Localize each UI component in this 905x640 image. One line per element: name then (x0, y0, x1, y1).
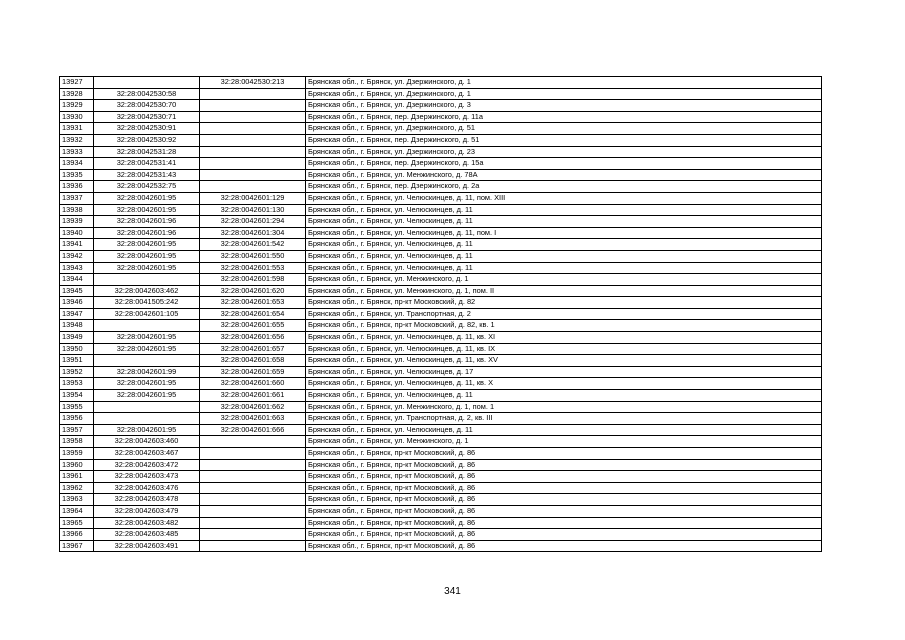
page-number: 341 (444, 586, 461, 597)
row-number-cell: 13948 (60, 320, 94, 332)
land-cadastral-number-cell: 32:28:0042603:472 (94, 459, 200, 471)
land-cadastral-number-cell: 32:28:0042603:482 (94, 517, 200, 529)
table-row (60, 250, 822, 262)
address-cell: Брянская обл., г. Брянск, пр-кт Московский, д. 86 (306, 459, 822, 471)
row-number-cell: 13960 (60, 459, 94, 471)
address-cell: Брянская обл., г. Брянск, пр-кт Московский, д. 86 (306, 505, 822, 517)
row-number-cell: 13953 (60, 378, 94, 390)
table-row (60, 320, 822, 332)
building-cadastral-number-cell: 32:28:0042601:294 (200, 216, 306, 228)
land-cadastral-number-cell (94, 355, 200, 367)
land-cadastral-number-cell (94, 274, 200, 286)
building-cadastral-number-cell: 32:28:0042601:129 (200, 192, 306, 204)
building-cadastral-number-cell (200, 517, 306, 529)
land-cadastral-number-cell (94, 413, 200, 425)
land-cadastral-number-cell: 32:28:0042530:58 (94, 88, 200, 100)
row-number-cell: 13962 (60, 482, 94, 494)
row-number-cell: 13966 (60, 529, 94, 541)
row-number-cell: 13947 (60, 308, 94, 320)
row-number-cell: 13940 (60, 227, 94, 239)
building-cadastral-number-cell (200, 88, 306, 100)
table-row (60, 262, 822, 274)
address-cell: Брянская обл., г. Брянск, пр-кт Московский, д. 86 (306, 494, 822, 506)
row-number-cell: 13954 (60, 390, 94, 402)
address-cell: Брянская обл., г. Брянск, ул. Челюскинцев, д. 11 (306, 239, 822, 251)
building-cadastral-number-cell: 32:28:0042601:666 (200, 424, 306, 436)
land-cadastral-number-cell: 32:28:0042603:478 (94, 494, 200, 506)
building-cadastral-number-cell (200, 181, 306, 193)
table-row (60, 239, 822, 251)
table-row (60, 111, 822, 123)
table-row (60, 285, 822, 297)
row-number-cell: 13932 (60, 134, 94, 146)
table-row (60, 529, 822, 541)
building-cadastral-number-cell: 32:28:0042601:654 (200, 308, 306, 320)
building-cadastral-number-cell (200, 158, 306, 170)
building-cadastral-number-cell (200, 123, 306, 135)
building-cadastral-number-cell: 32:28:0042530:213 (200, 77, 306, 89)
land-cadastral-number-cell: 32:28:0042603:460 (94, 436, 200, 448)
row-number-cell: 13937 (60, 192, 94, 204)
table-row (60, 401, 822, 413)
property-table (59, 76, 822, 552)
row-number-cell: 13943 (60, 262, 94, 274)
address-cell: Брянская обл., г. Брянск, ул. Менжинского, д. 1, пом. 1 (306, 401, 822, 413)
row-number-cell: 13952 (60, 366, 94, 378)
address-cell: Брянская обл., г. Брянск, ул. Челюскинцев, д. 11, кв. X (306, 378, 822, 390)
row-number-cell: 13945 (60, 285, 94, 297)
building-cadastral-number-cell: 32:28:0042601:663 (200, 413, 306, 425)
table-row (60, 436, 822, 448)
building-cadastral-number-cell: 32:28:0042601:661 (200, 390, 306, 402)
row-number-cell: 13963 (60, 494, 94, 506)
address-cell: Брянская обл., г. Брянск, пр-кт Московский, д. 82 (306, 297, 822, 309)
table-row (60, 204, 822, 216)
land-cadastral-number-cell: 32:28:0042531:28 (94, 146, 200, 158)
building-cadastral-number-cell: 32:28:0042601:542 (200, 239, 306, 251)
table-row (60, 448, 822, 460)
row-number-cell: 13935 (60, 169, 94, 181)
address-cell: Брянская обл., г. Брянск, пр-кт Московский, д. 86 (306, 540, 822, 552)
table-row (60, 216, 822, 228)
table-row (60, 355, 822, 367)
land-cadastral-number-cell: 32:28:0042530:70 (94, 100, 200, 112)
land-cadastral-number-cell: 32:28:0042601:95 (94, 204, 200, 216)
land-cadastral-number-cell: 32:28:0042601:95 (94, 262, 200, 274)
table-row (60, 505, 822, 517)
land-cadastral-number-cell: 32:28:0042601:95 (94, 390, 200, 402)
table-row (60, 77, 822, 89)
table-row (60, 146, 822, 158)
land-cadastral-number-cell (94, 320, 200, 332)
row-number-cell: 13941 (60, 239, 94, 251)
address-cell: Брянская обл., г. Брянск, ул. Дзержинского, д. 1 (306, 77, 822, 89)
address-cell: Брянская обл., г. Брянск, ул. Дзержинского, д. 1 (306, 88, 822, 100)
land-cadastral-number-cell: 32:28:0041505:242 (94, 297, 200, 309)
table-row (60, 494, 822, 506)
land-cadastral-number-cell: 32:28:0042530:91 (94, 123, 200, 135)
land-cadastral-number-cell: 32:28:0042601:99 (94, 366, 200, 378)
address-cell: Брянская обл., г. Брянск, ул. Менжинского, д. 1 (306, 436, 822, 448)
land-cadastral-number-cell: 32:28:0042601:95 (94, 239, 200, 251)
table-row (60, 332, 822, 344)
table-row (60, 123, 822, 135)
table-row (60, 88, 822, 100)
land-cadastral-number-cell: 32:28:0042603:462 (94, 285, 200, 297)
land-cadastral-number-cell: 32:28:0042603:479 (94, 505, 200, 517)
address-cell: Брянская обл., г. Брянск, ул. Челюскинцев, д. 11 (306, 262, 822, 274)
address-cell: Брянская обл., г. Брянск, пр-кт Московский, д. 86 (306, 448, 822, 460)
address-cell: Брянская обл., г. Брянск, ул. Транспортная, д. 2 (306, 308, 822, 320)
table-row (60, 413, 822, 425)
land-cadastral-number-cell: 32:28:0042603:491 (94, 540, 200, 552)
address-cell: Брянская обл., г. Брянск, пр-кт Московский, д. 86 (306, 529, 822, 541)
row-number-cell: 13942 (60, 250, 94, 262)
table-row (60, 169, 822, 181)
building-cadastral-number-cell: 32:28:0042601:656 (200, 332, 306, 344)
building-cadastral-number-cell: 32:28:0042601:660 (200, 378, 306, 390)
row-number-cell: 13934 (60, 158, 94, 170)
land-cadastral-number-cell: 32:28:0042530:92 (94, 134, 200, 146)
address-cell: Брянская обл., г. Брянск, ул. Челюскинцев, д. 11 (306, 424, 822, 436)
table-row (60, 424, 822, 436)
building-cadastral-number-cell: 32:28:0042601:130 (200, 204, 306, 216)
address-cell: Брянская обл., г. Брянск, пр-кт Московский, д. 82, кв. 1 (306, 320, 822, 332)
address-cell: Брянская обл., г. Брянск, ул. Дзержинского, д. 51 (306, 123, 822, 135)
address-cell: Брянская обл., г. Брянск, ул. Челюскинцев, д. 11, кв. IX (306, 343, 822, 355)
address-cell: Брянская обл., г. Брянск, пер. Дзержинского, д. 15а (306, 158, 822, 170)
land-cadastral-number-cell: 32:28:0042601:95 (94, 332, 200, 344)
address-cell: Брянская обл., г. Брянск, пр-кт Московский, д. 86 (306, 517, 822, 529)
building-cadastral-number-cell (200, 459, 306, 471)
land-cadastral-number-cell: 32:28:0042530:71 (94, 111, 200, 123)
table-body (60, 77, 822, 552)
table-row (60, 158, 822, 170)
row-number-cell: 13951 (60, 355, 94, 367)
row-number-cell: 13967 (60, 540, 94, 552)
row-number-cell: 13928 (60, 88, 94, 100)
row-number-cell: 13956 (60, 413, 94, 425)
land-cadastral-number-cell: 32:28:0042601:105 (94, 308, 200, 320)
address-cell: Брянская обл., г. Брянск, ул. Транспортная, д. 2, кв. III (306, 413, 822, 425)
table-row (60, 100, 822, 112)
row-number-cell: 13927 (60, 77, 94, 89)
building-cadastral-number-cell (200, 540, 306, 552)
row-number-cell: 13938 (60, 204, 94, 216)
building-cadastral-number-cell: 32:28:0042601:659 (200, 366, 306, 378)
address-cell: Брянская обл., г. Брянск, ул. Челюскинцев, д. 11, кв. XI (306, 332, 822, 344)
address-cell: Брянская обл., г. Брянск, ул. Дзержинского, д. 3 (306, 100, 822, 112)
row-number-cell: 13964 (60, 505, 94, 517)
land-cadastral-number-cell: 32:28:0042531:43 (94, 169, 200, 181)
address-cell: Брянская обл., г. Брянск, ул. Челюскинцев, д. 11 (306, 390, 822, 402)
building-cadastral-number-cell: 32:28:0042601:620 (200, 285, 306, 297)
land-cadastral-number-cell: 32:28:0042601:95 (94, 424, 200, 436)
building-cadastral-number-cell: 32:28:0042601:655 (200, 320, 306, 332)
address-cell: Брянская обл., г. Брянск, ул. Дзержинского, д. 23 (306, 146, 822, 158)
table-row (60, 459, 822, 471)
land-cadastral-number-cell: 32:28:0042601:95 (94, 250, 200, 262)
building-cadastral-number-cell: 32:28:0042601:598 (200, 274, 306, 286)
table-row (60, 540, 822, 552)
row-number-cell: 13959 (60, 448, 94, 460)
land-cadastral-number-cell: 32:28:0042601:95 (94, 343, 200, 355)
land-cadastral-number-cell: 32:28:0042603:473 (94, 471, 200, 483)
address-cell: Брянская обл., г. Брянск, ул. Менжинского, д. 1, пом. II (306, 285, 822, 297)
row-number-cell: 13939 (60, 216, 94, 228)
land-cadastral-number-cell: 32:28:0042601:96 (94, 227, 200, 239)
table-row (60, 471, 822, 483)
land-cadastral-number-cell: 32:28:0042601:96 (94, 216, 200, 228)
row-number-cell: 13949 (60, 332, 94, 344)
land-cadastral-number-cell (94, 401, 200, 413)
land-cadastral-number-cell: 32:28:0042531:41 (94, 158, 200, 170)
address-cell: Брянская обл., г. Брянск, пр-кт Московский, д. 86 (306, 482, 822, 494)
row-number-cell: 13957 (60, 424, 94, 436)
table-row (60, 366, 822, 378)
building-cadastral-number-cell: 32:28:0042601:662 (200, 401, 306, 413)
row-number-cell: 13955 (60, 401, 94, 413)
land-cadastral-number-cell: 32:28:0042603:467 (94, 448, 200, 460)
address-cell: Брянская обл., г. Брянск, ул. Менжинского, д. 78А (306, 169, 822, 181)
table-row (60, 517, 822, 529)
building-cadastral-number-cell (200, 100, 306, 112)
row-number-cell: 13936 (60, 181, 94, 193)
table-row (60, 343, 822, 355)
table-row (60, 390, 822, 402)
table-row (60, 181, 822, 193)
address-cell: Брянская обл., г. Брянск, пр-кт Московский, д. 86 (306, 471, 822, 483)
building-cadastral-number-cell (200, 169, 306, 181)
address-cell: Брянская обл., г. Брянск, пер. Дзержинского, д. 11а (306, 111, 822, 123)
row-number-cell: 13930 (60, 111, 94, 123)
address-cell: Брянская обл., г. Брянск, ул. Челюскинцев, д. 17 (306, 366, 822, 378)
building-cadastral-number-cell: 32:28:0042601:553 (200, 262, 306, 274)
row-number-cell: 13950 (60, 343, 94, 355)
building-cadastral-number-cell: 32:28:0042601:304 (200, 227, 306, 239)
table-row (60, 482, 822, 494)
row-number-cell: 13946 (60, 297, 94, 309)
address-cell: Брянская обл., г. Брянск, ул. Челюскинцев, д. 11, пом. I (306, 227, 822, 239)
building-cadastral-number-cell (200, 505, 306, 517)
address-cell: Брянская обл., г. Брянск, пер. Дзержинского, д. 2а (306, 181, 822, 193)
address-cell: Брянская обл., г. Брянск, ул. Челюскинцев, д. 11 (306, 204, 822, 216)
table-row (60, 308, 822, 320)
building-cadastral-number-cell (200, 448, 306, 460)
row-number-cell: 13965 (60, 517, 94, 529)
building-cadastral-number-cell (200, 482, 306, 494)
table-row (60, 227, 822, 239)
table-row (60, 297, 822, 309)
building-cadastral-number-cell (200, 111, 306, 123)
land-cadastral-number-cell (94, 77, 200, 89)
land-cadastral-number-cell: 32:28:0042601:95 (94, 192, 200, 204)
land-cadastral-number-cell: 32:28:0042601:95 (94, 378, 200, 390)
building-cadastral-number-cell (200, 471, 306, 483)
land-cadastral-number-cell: 32:28:0042603:476 (94, 482, 200, 494)
row-number-cell: 13929 (60, 100, 94, 112)
row-number-cell: 13961 (60, 471, 94, 483)
address-cell: Брянская обл., г. Брянск, ул. Челюскинцев, д. 11, кв. XV (306, 355, 822, 367)
building-cadastral-number-cell (200, 494, 306, 506)
building-cadastral-number-cell: 32:28:0042601:653 (200, 297, 306, 309)
address-cell: Брянская обл., г. Брянск, ул. Менжинского, д. 1 (306, 274, 822, 286)
row-number-cell: 13933 (60, 146, 94, 158)
table-row (60, 192, 822, 204)
table-row (60, 274, 822, 286)
table-row (60, 134, 822, 146)
row-number-cell: 13931 (60, 123, 94, 135)
building-cadastral-number-cell: 32:28:0042601:658 (200, 355, 306, 367)
building-cadastral-number-cell: 32:28:0042601:657 (200, 343, 306, 355)
row-number-cell: 13944 (60, 274, 94, 286)
address-cell: Брянская обл., г. Брянск, ул. Челюскинцев, д. 11 (306, 216, 822, 228)
address-cell: Брянская обл., г. Брянск, ул. Челюскинцев, д. 11 (306, 250, 822, 262)
row-number-cell: 13958 (60, 436, 94, 448)
land-cadastral-number-cell: 32:28:0042532:75 (94, 181, 200, 193)
address-cell: Брянская обл., г. Брянск, ул. Челюскинцев, д. 11, пом. XIII (306, 192, 822, 204)
address-cell: Брянская обл., г. Брянск, пер. Дзержинского, д. 51 (306, 134, 822, 146)
building-cadastral-number-cell (200, 529, 306, 541)
building-cadastral-number-cell (200, 134, 306, 146)
building-cadastral-number-cell (200, 436, 306, 448)
building-cadastral-number-cell: 32:28:0042601:550 (200, 250, 306, 262)
land-cadastral-number-cell: 32:28:0042603:485 (94, 529, 200, 541)
table-row (60, 378, 822, 390)
building-cadastral-number-cell (200, 146, 306, 158)
